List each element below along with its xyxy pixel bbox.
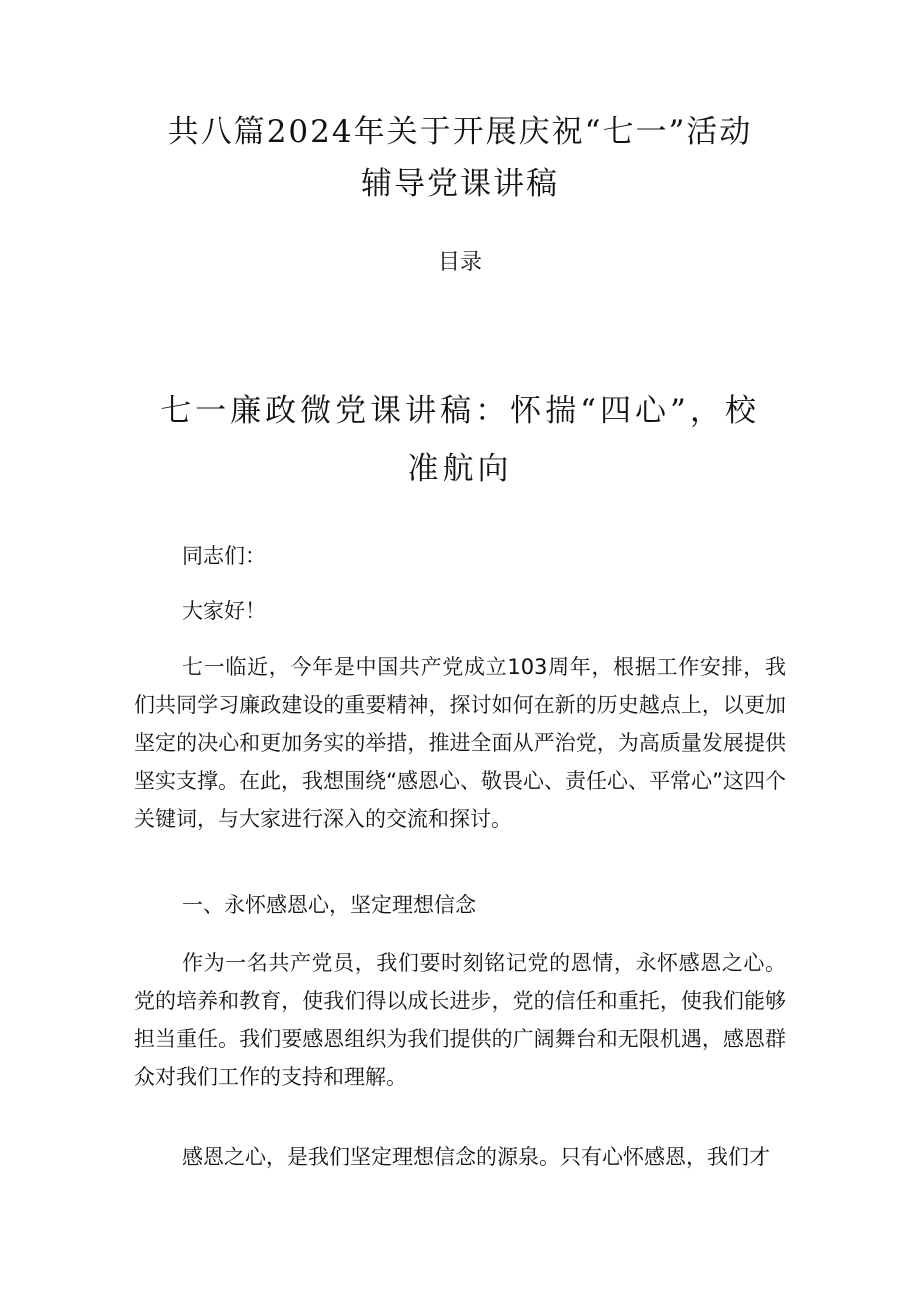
section-1-paragraph-1: 作为一名共产党员，我们要时刻铭记党的恩情，永怀感恩之心。党的培养和教育，使我们得以成长进步，党的信任和重托，使我们能够担当重任。我们要感恩组织为我们提供的广阔舞台和无限机遇，感恩群众对我们工作的支持和理解。: [134, 951, 786, 1089]
greeting: 同志们：: [182, 544, 266, 568]
article-title-line-1: 七一廉政微党课讲稿：怀揣“四心”，校: [160, 393, 760, 429]
table-of-contents-heading: 目录: [437, 250, 482, 275]
article-title-line-2: 准航向: [407, 451, 513, 487]
document-title-line-1: 共八篇2024年关于开展庆祝“七一”活动: [167, 114, 753, 150]
section-heading-1: 一、永怀感恩心，坚定理想信念: [182, 893, 476, 917]
section-1-paragraph-2: 感恩之心，是我们坚定理想信念的源泉。只有心怀感恩，我们才: [182, 1145, 770, 1169]
document-title-line-2: 辅导党课讲稿: [361, 166, 559, 202]
intro-paragraph: 七一临近，今年是中国共产党成立103周年，根据工作安排，我们共同学习廉政建设的重要精神，探讨如何在新的历史越点上，以更加坚定的决心和更加务实的举措，推进全面从严治党，为高质量发展提供坚实支撑。在此，我想围绕“感恩心、敬畏心、责任心、平常心”这四个关键词，与大家进行深入的交流和探讨。: [134, 655, 786, 831]
salutation: 大家好！: [182, 599, 266, 623]
